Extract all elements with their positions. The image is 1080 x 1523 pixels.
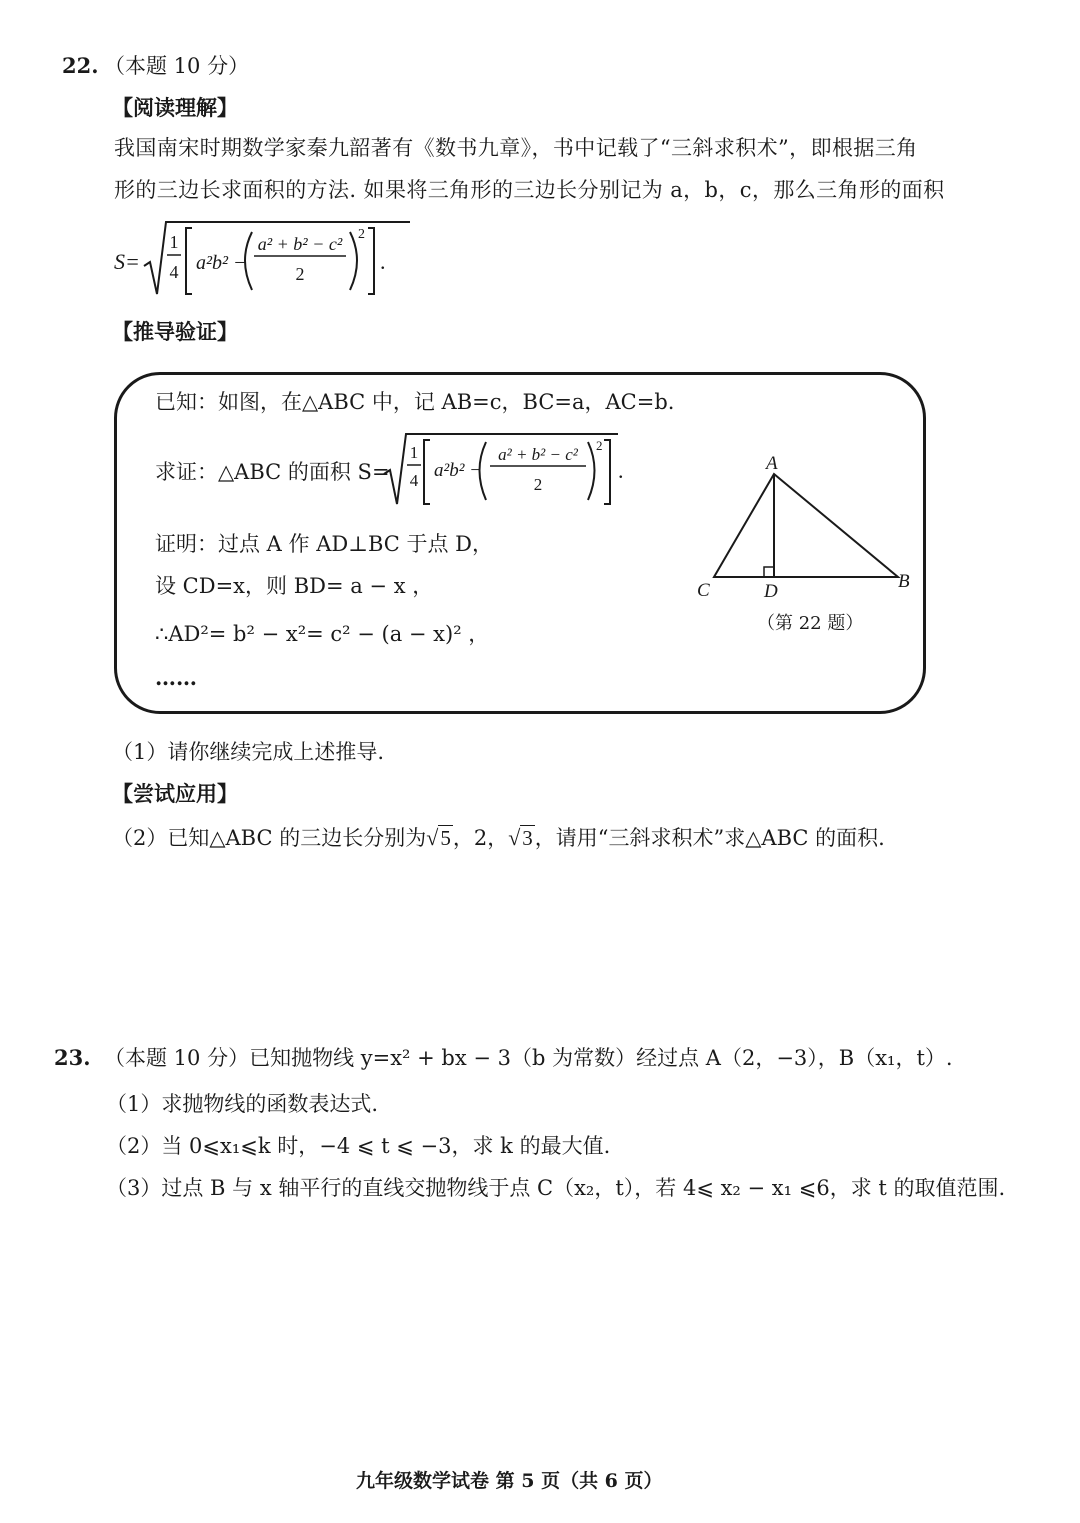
q22-proof-line3: ∴AD²= b² − x²= c² − (a − x)² ，	[155, 622, 490, 646]
q22-section-reading: 【阅读理解】	[112, 95, 238, 120]
q22-prove-label: 求证：△ABC 的面积 S=	[155, 460, 390, 484]
triangle-abc	[714, 474, 898, 577]
part2-pre: （2）已知△ABC 的三边长分别为	[112, 826, 427, 850]
q22-proof-line1: 证明：过点 A 作 AD⊥BC 于点 D，	[155, 532, 494, 556]
q22-intro-line2: 形的三边长求面积的方法. 如果将三角形的三边长分别记为 a，b，c，那么三角形的面积	[114, 178, 945, 202]
radical-sign	[144, 222, 410, 294]
q22-area-formula	[110, 214, 410, 304]
q22-points: （本题 10 分）	[104, 54, 250, 78]
q22-section-apply: 【尝试应用】	[112, 781, 238, 806]
right-angle-mark	[764, 567, 774, 577]
formula-numer: a² + b² − c²	[257, 234, 343, 254]
part2-post: ，请用“三斜求积术”求△ABC 的面积.	[534, 826, 885, 850]
svg-text:a² + b² − c²: a² + b² − c²	[498, 445, 578, 464]
sqrt-3: √3	[508, 825, 533, 850]
formula-lhs: S=	[114, 249, 140, 274]
formula-end: .	[380, 249, 386, 274]
label-c: C	[697, 580, 710, 601]
q22-part2	[112, 824, 885, 852]
part2-mid: ，2，	[452, 826, 509, 850]
svg-text:a²b² −: a²b² −	[434, 460, 482, 481]
formula-exp: 2	[358, 227, 365, 242]
q22-prove-formula	[378, 428, 648, 514]
q23-part1: （1）求抛物线的函数表达式.	[106, 1092, 379, 1116]
formula-quarter-num: 1	[169, 232, 179, 252]
page-footer: 九年级数学试卷 第 5 页（共 6 页）	[356, 1470, 663, 1492]
svg-text:.: .	[618, 458, 624, 483]
sqrt-5: √5	[426, 825, 451, 850]
formula-ab: a²b² −	[196, 252, 247, 274]
q22-part1: （1）请你继续完成上述推导.	[112, 740, 385, 764]
label-b: B	[898, 571, 910, 592]
formula-quarter-den: 4	[169, 262, 179, 282]
q22-section-derive: 【推导验证】	[112, 319, 238, 344]
q23-number: 23.	[54, 1045, 91, 1070]
label-a: A	[766, 453, 778, 474]
q22-intro-line1: 我国南宋时期数学家秦九韶著有《数书九章》，书中记载了“三斜求积术”，即根据三角	[114, 136, 918, 160]
label-d: D	[764, 581, 778, 602]
svg-text:4: 4	[409, 471, 419, 490]
q23-stem: （本题 10 分）已知抛物线 y=x² + bx − 3（b 为常数）经过点 A（2，−3），B（x₁，t）.	[104, 1046, 953, 1070]
figure-caption: （第 22 题）	[757, 613, 864, 634]
q23-part3: （3）过点 B 与 x 轴平行的直线交抛物线于点 C（x₂，t），若 4⩽ x₂ − x₁ ⩽6，求 t 的取值范围.	[106, 1176, 1006, 1200]
q22-proof-line2: 设 CD=x，则 BD= a − x ，	[155, 574, 434, 598]
svg-text:1: 1	[409, 443, 419, 462]
q23-part2: （2）当 0⩽x₁⩽k 时，−4 ⩽ t ⩽ −3，求 k 的最大值.	[106, 1134, 611, 1158]
q22-known: 已知：如图，在△ABC 中，记 AB=c，BC=a，AC=b.	[155, 390, 675, 414]
svg-text:2: 2	[596, 438, 603, 453]
svg-text:2: 2	[533, 475, 543, 494]
formula-denom: 2	[295, 264, 305, 284]
q22-number: 22.	[62, 53, 99, 78]
q22-proof-ellipsis: ……	[155, 665, 197, 690]
